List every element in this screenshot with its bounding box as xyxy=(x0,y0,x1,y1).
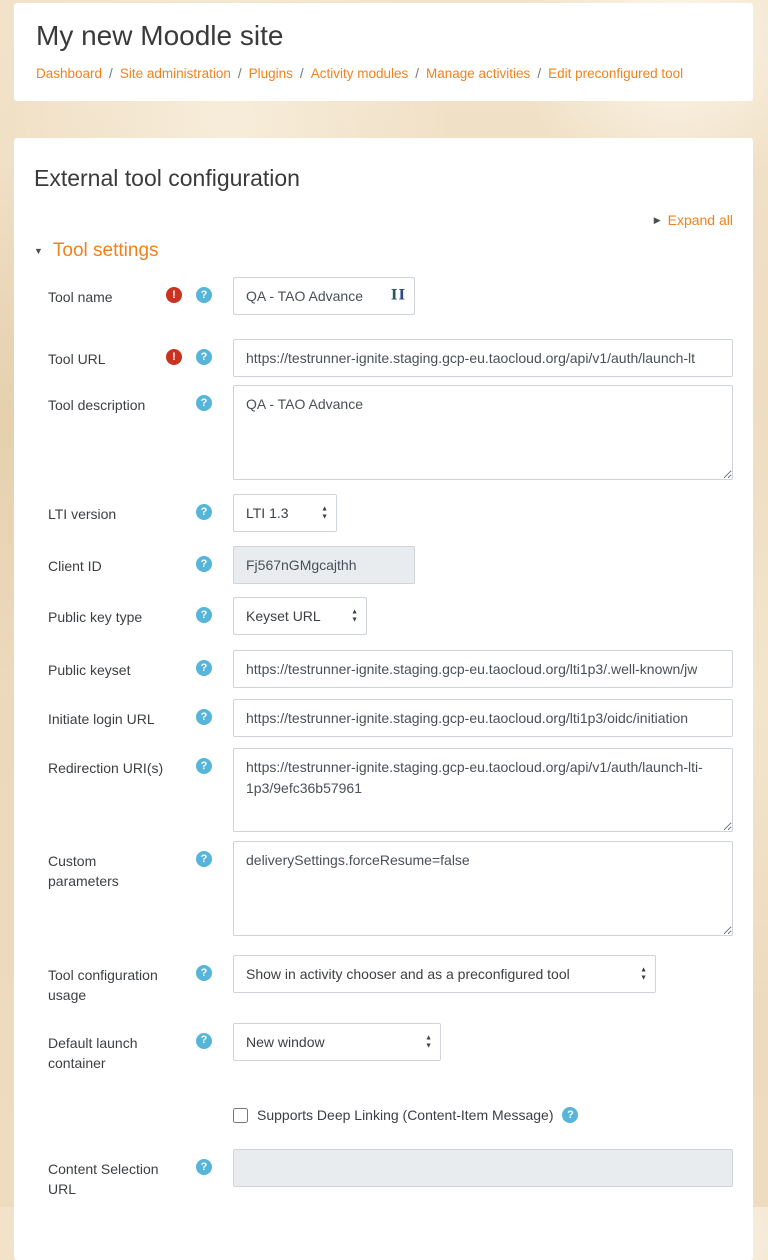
default-launch-container-label: Default launch container xyxy=(48,1034,138,1071)
expand-all-link[interactable] xyxy=(654,212,733,228)
initiate-login-url-icons xyxy=(166,699,233,725)
default-launch-container-icons xyxy=(166,1023,233,1049)
lti-version-select[interactable] xyxy=(233,494,337,532)
initiate-login-url-field xyxy=(233,699,733,737)
form-row-custom-parameters xyxy=(34,841,733,936)
tool-name-field xyxy=(233,277,733,315)
icon-spacer xyxy=(166,395,182,411)
default-launch-container-field xyxy=(233,1023,733,1061)
external-tool-configuration-card xyxy=(14,138,753,1260)
site-header xyxy=(14,3,753,101)
form-row-tool-name xyxy=(34,277,733,315)
collapse-triangle-icon: ▼ xyxy=(34,245,43,256)
initiate-login-url-label: Initiate login URL xyxy=(48,711,155,727)
icon-spacer xyxy=(166,607,182,623)
required-icon: ! xyxy=(166,349,182,365)
client-id-input xyxy=(233,546,415,584)
client-id-label: Client ID xyxy=(48,558,102,574)
icon-spacer xyxy=(166,965,182,981)
redirection-uris-icons xyxy=(166,748,233,774)
form-row-tool-configuration-usage xyxy=(34,955,733,1006)
help-icon[interactable]: ? xyxy=(196,709,212,725)
form-row-public-keyset xyxy=(34,650,733,688)
icon-spacer xyxy=(166,1033,182,1049)
breadcrumb-separator: / xyxy=(237,66,242,81)
select-arrows-icon: ▲ ▼ xyxy=(640,966,647,982)
help-icon[interactable]: ? xyxy=(196,287,212,303)
breadcrumb-manage-activities[interactable]: Manage activities xyxy=(426,66,531,81)
help-icon[interactable]: ? xyxy=(196,660,212,676)
content-selection-url-field xyxy=(233,1149,733,1187)
tool-name-icons xyxy=(166,277,233,303)
tool-description-field xyxy=(233,385,733,480)
content-selection-url-icons xyxy=(166,1149,233,1175)
form-row-lti-version xyxy=(34,494,733,532)
content-selection-url-input xyxy=(233,1149,733,1187)
help-icon[interactable]: ? xyxy=(196,395,212,411)
form-row-client-id xyxy=(34,546,733,584)
help-icon[interactable]: ? xyxy=(196,1159,212,1175)
public-keyset-icons xyxy=(166,650,233,676)
tool-configuration-usage-select[interactable] xyxy=(233,955,656,993)
public-key-type-field xyxy=(233,597,733,635)
icon-spacer xyxy=(166,556,182,572)
expand-all-label: Expand all xyxy=(667,212,733,228)
tool-name-label: Tool name xyxy=(48,289,113,305)
lti-version-field xyxy=(233,494,733,532)
tool-description-textarea[interactable] xyxy=(233,385,733,480)
tool-configuration-usage-label: Tool configuration usage xyxy=(48,967,158,1004)
initiate-login-url-input[interactable] xyxy=(233,699,733,737)
help-icon[interactable]: ? xyxy=(196,758,212,774)
custom-parameters-label: Custom parameters xyxy=(48,853,119,890)
deep-linking-checkbox[interactable] xyxy=(233,1108,248,1123)
public-key-type-select[interactable] xyxy=(233,597,367,635)
breadcrumb-site-administration[interactable]: Site administration xyxy=(119,66,231,81)
tool-url-icons xyxy=(166,339,233,365)
form-row-tool-url xyxy=(34,339,733,377)
breadcrumb-separator: / xyxy=(537,66,542,81)
form-row-tool-description xyxy=(34,385,733,480)
public-keyset-input[interactable] xyxy=(233,650,733,688)
form-row-deep-linking xyxy=(233,1105,733,1123)
select-arrows-icon: ▲ ▼ xyxy=(321,505,328,521)
public-key-type-icons xyxy=(166,597,233,623)
help-icon[interactable]: ? xyxy=(196,1033,212,1049)
tool-description-icons xyxy=(166,385,233,411)
help-icon[interactable]: ? xyxy=(562,1107,578,1123)
breadcrumb xyxy=(36,66,731,81)
editor-icon-left: I xyxy=(390,287,399,304)
select-arrows-icon: ▲ ▼ xyxy=(351,608,358,624)
expand-triangle-icon: ▶ xyxy=(653,214,661,225)
icon-spacer xyxy=(166,660,182,676)
breadcrumb-separator: / xyxy=(415,66,419,81)
help-icon[interactable]: ? xyxy=(196,556,212,572)
tool-url-input[interactable] xyxy=(233,339,733,377)
client-id-field xyxy=(233,546,733,584)
tool-url-field xyxy=(233,339,733,377)
public-key-type-label: Public key type xyxy=(48,609,143,625)
custom-parameters-textarea[interactable] xyxy=(233,841,733,936)
breadcrumb-separator: / xyxy=(299,66,304,81)
lti-version-label: LTI version xyxy=(48,506,117,522)
icon-spacer xyxy=(166,851,182,867)
help-icon[interactable]: ? xyxy=(196,504,212,520)
icon-spacer xyxy=(166,1159,182,1175)
form-row-default-launch-container xyxy=(34,1023,733,1074)
content-selection-url-label: Content Selection URL xyxy=(48,1161,159,1198)
editor-icon-right: I xyxy=(398,287,406,304)
redirection-uris-textarea[interactable] xyxy=(233,748,733,832)
site-title: My new Moodle site xyxy=(36,20,284,51)
breadcrumb-activity-modules[interactable]: Activity modules xyxy=(310,66,409,81)
icon-spacer xyxy=(166,504,182,520)
form-row-content-selection-url xyxy=(34,1149,733,1200)
client-id-icons xyxy=(166,546,233,572)
redirection-uris-label: Redirection URI(s) xyxy=(48,760,164,776)
default-launch-container-select[interactable] xyxy=(233,1023,441,1061)
public-keyset-field xyxy=(233,650,733,688)
expand-all-row xyxy=(34,212,733,228)
form-row-public-key-type xyxy=(34,597,733,635)
tool-name-input[interactable] xyxy=(233,277,415,315)
help-icon[interactable]: ? xyxy=(196,851,212,867)
icon-spacer xyxy=(166,758,182,774)
tool-configuration-usage-icons xyxy=(166,955,233,981)
lti-version-icons xyxy=(166,494,233,520)
deep-linking-label[interactable]: Supports Deep Linking (Content-Item Message) xyxy=(257,1107,554,1124)
icon-spacer xyxy=(166,709,182,725)
custom-parameters-field xyxy=(233,841,733,936)
custom-parameters-icons xyxy=(166,841,233,867)
breadcrumb-edit-preconfigured-tool[interactable]: Edit preconfigured tool xyxy=(548,66,684,81)
help-icon[interactable]: ? xyxy=(196,607,212,623)
public-keyset-label: Public keyset xyxy=(48,662,131,678)
breadcrumb-separator: / xyxy=(109,66,113,81)
redirection-uris-field xyxy=(233,748,733,832)
select-arrows-icon: ▲ ▼ xyxy=(425,1034,432,1050)
tool-description-label: Tool description xyxy=(48,397,146,413)
form-row-redirection-uris xyxy=(34,748,733,832)
help-icon[interactable]: ? xyxy=(196,349,212,365)
tool-url-label: Tool URL xyxy=(48,351,106,367)
page-title: External tool configuration xyxy=(34,165,300,191)
form-row-initiate-login-url xyxy=(34,699,733,737)
help-icon[interactable]: ? xyxy=(196,965,212,981)
section-toggle-tool-settings[interactable]: Tool settings xyxy=(52,240,159,261)
breadcrumb-dashboard[interactable]: Dashboard xyxy=(36,66,103,81)
section-header-tool-settings xyxy=(34,240,733,262)
tool-configuration-usage-field xyxy=(233,955,733,993)
breadcrumb-plugins[interactable]: Plugins xyxy=(248,66,293,81)
required-icon: ! xyxy=(166,287,182,303)
